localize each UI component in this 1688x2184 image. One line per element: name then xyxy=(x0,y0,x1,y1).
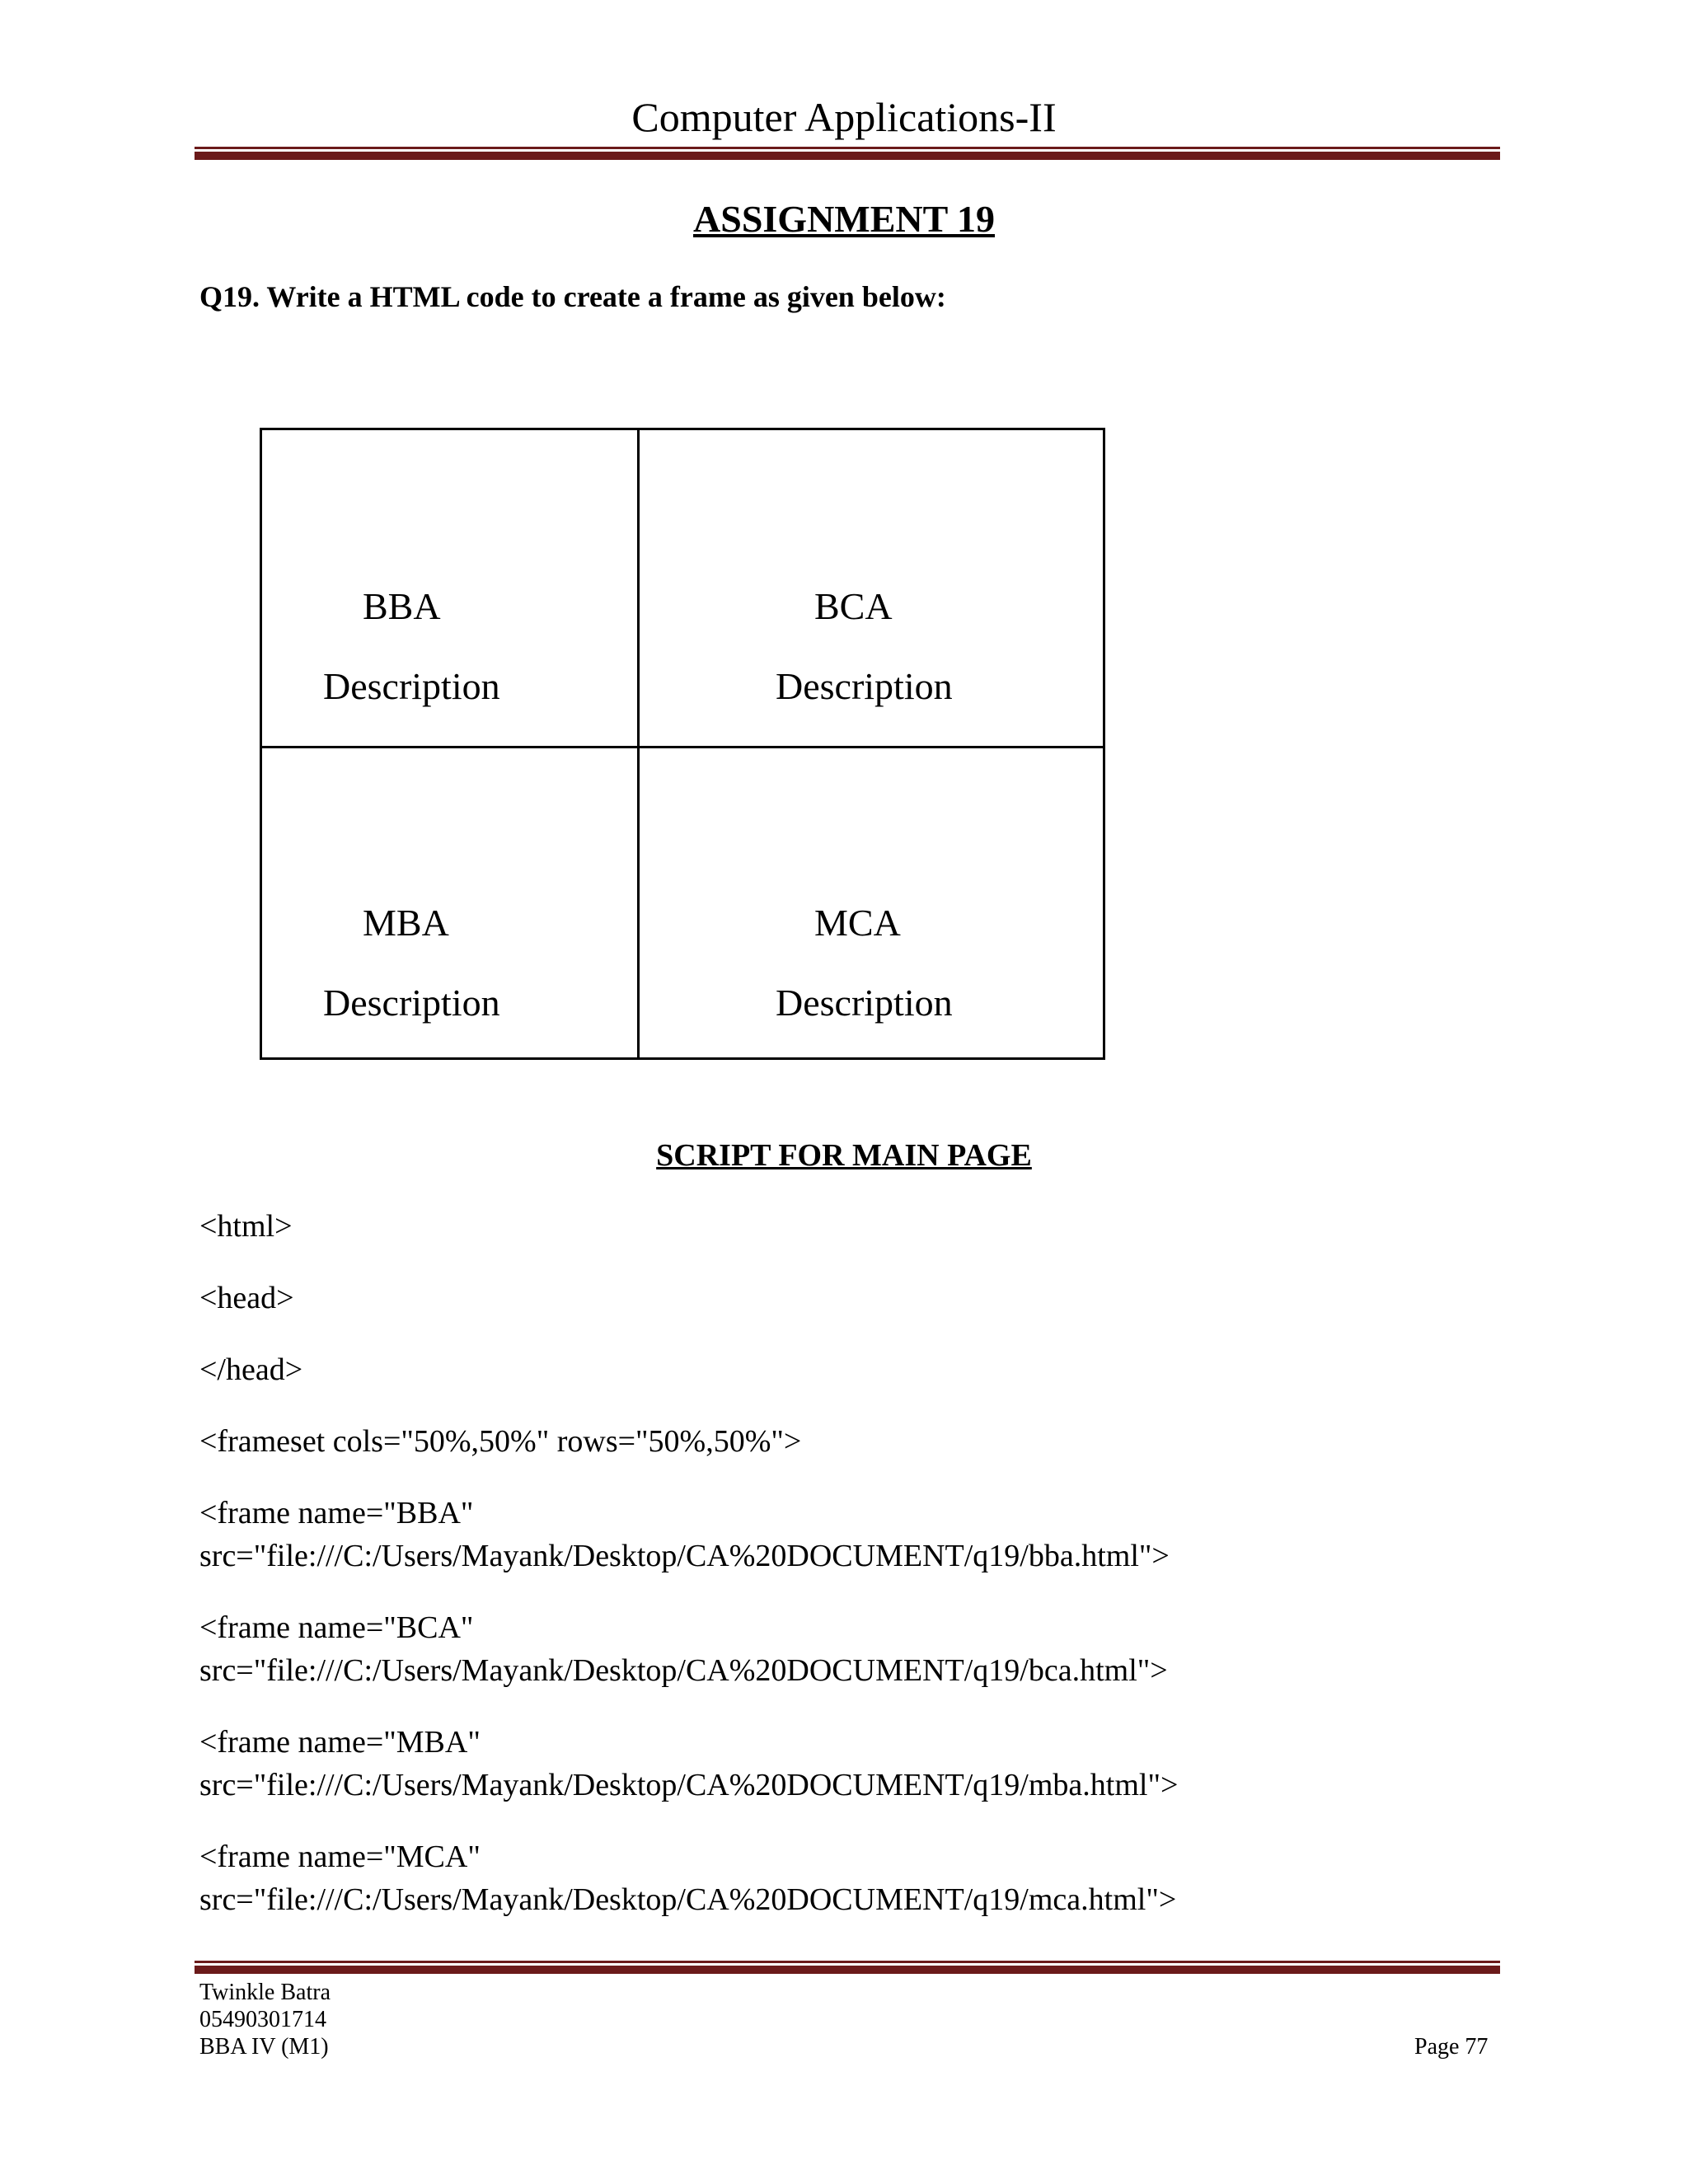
code-line: <html> xyxy=(199,1209,293,1244)
question-text: Q19. Write a HTML code to create a frame as given below: xyxy=(199,280,946,313)
cell-title: MBA xyxy=(363,902,449,944)
cell-description: Description xyxy=(323,982,500,1024)
cell-description: Description xyxy=(323,665,500,707)
assignment-title: ASSIGNMENT 19 xyxy=(693,198,995,240)
code-line: src="file:///C:/Users/Mayank/Desktop/CA%20DOCUMENT/q19/mca.html"> xyxy=(199,1882,1177,1917)
diagram-divider-horizontal xyxy=(262,746,1103,748)
cell-title: MCA xyxy=(814,902,901,944)
cell-description: Description xyxy=(776,665,953,707)
diagram-divider-vertical xyxy=(637,430,640,1057)
code-line: <frame name="MCA" xyxy=(199,1840,481,1874)
cell-title: BCA xyxy=(814,585,893,627)
code-line: <frame name="MBA" xyxy=(199,1725,481,1760)
section-title: SCRIPT FOR MAIN PAGE xyxy=(656,1138,1032,1173)
code-line: </head> xyxy=(199,1352,303,1387)
code-line: src="file:///C:/Users/Mayank/Desktop/CA%20DOCUMENT/q19/bba.html"> xyxy=(199,1539,1170,1573)
cell-title: BBA xyxy=(363,585,441,627)
footer-class: BBA IV (M1) xyxy=(199,2034,329,2060)
footer-author: Twinkle Batra xyxy=(199,1980,331,2005)
code-line: <frame name="BBA" xyxy=(199,1496,474,1530)
cell-description: Description xyxy=(776,982,953,1024)
code-line: <frameset cols="50%,50%" rows="50%,50%"> xyxy=(199,1424,802,1459)
header-rule xyxy=(195,147,1500,160)
code-line: <head> xyxy=(199,1281,294,1315)
code-line: <frame name="BCA" xyxy=(199,1610,474,1645)
page-number: Page 77 xyxy=(1414,2034,1489,2060)
header-title: Computer Applications-II xyxy=(631,94,1057,140)
code-line: src="file:///C:/Users/Mayank/Desktop/CA%20DOCUMENT/q19/mba.html"> xyxy=(199,1768,1179,1802)
frame-diagram xyxy=(260,428,1105,1060)
footer-roll-number: 05490301714 xyxy=(199,2007,326,2032)
footer-rule xyxy=(195,1961,1500,1974)
code-line: src="file:///C:/Users/Mayank/Desktop/CA%20DOCUMENT/q19/bca.html"> xyxy=(199,1653,1168,1688)
